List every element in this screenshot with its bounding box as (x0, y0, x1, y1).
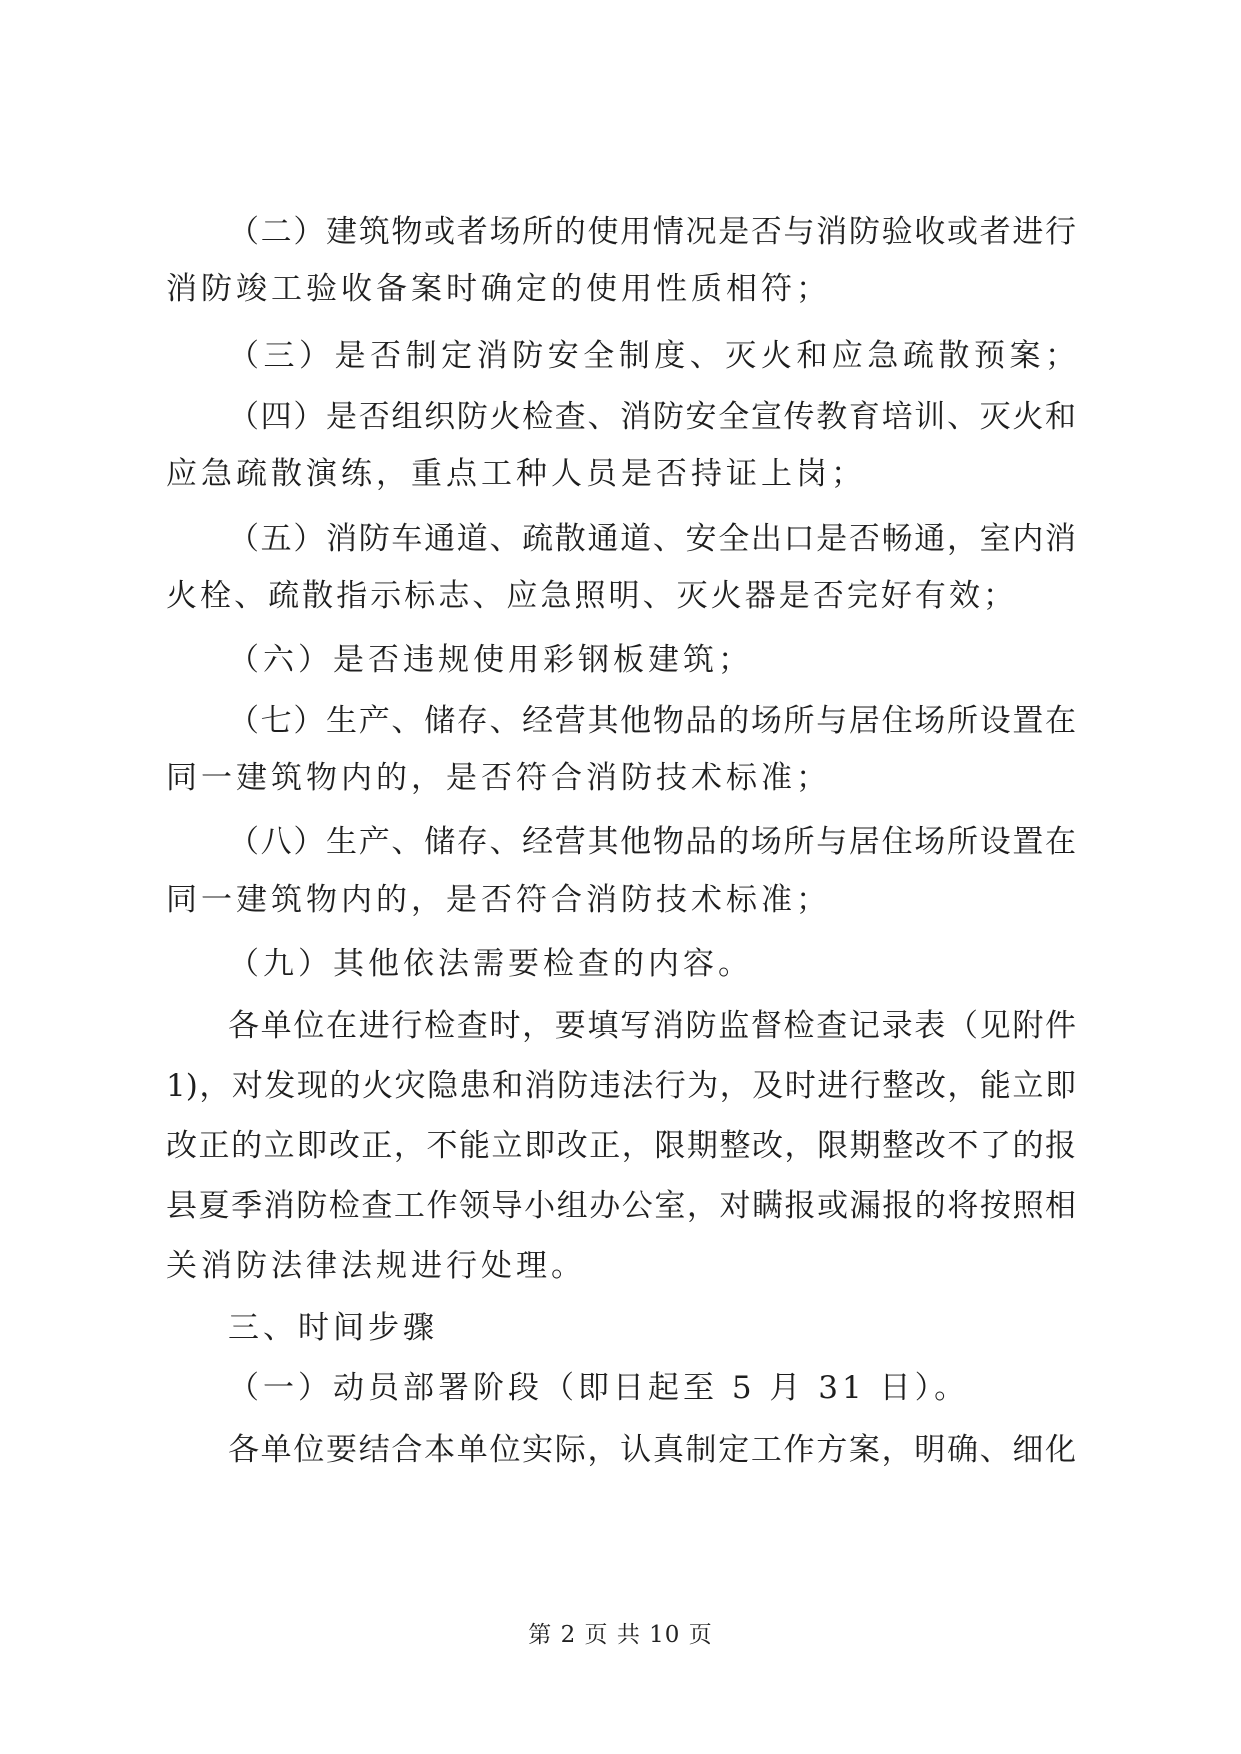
paragraph-line: 各单位要结合本单位实际，认真制定工作方案，明确、细化 (228, 1432, 1076, 1468)
paragraph-line: 改正的立即改正，不能立即改正，限期整改，限期整改不了的报 (166, 1128, 1076, 1164)
paragraph-line: 同一建筑物内的，是否符合消防技术标准； (166, 882, 831, 918)
paragraph-line: 1)，对发现的火灾隐患和消防违法行为，及时进行整改，能立即 (166, 1068, 1076, 1104)
paragraph-line: （二）建筑物或者场所的使用情况是否与消防验收或者进行 (228, 214, 1076, 250)
page-number-footer: 第 2 页 共 10 页 (528, 1622, 713, 1648)
paragraph-line: 县夏季消防检查工作领导小组办公室，对瞒报或漏报的将按照相 (166, 1188, 1076, 1224)
paragraph-line: 关消防法律法规进行处理。 (166, 1248, 586, 1284)
paragraph-line: 同一建筑物内的，是否符合消防技术标准； (166, 760, 831, 796)
subsection-heading: （一）动员部署阶段（即日起至 5 月 31 日）。 (228, 1370, 970, 1406)
paragraph-line: （九）其他依法需要检查的内容。 (228, 946, 753, 982)
paragraph-line: （四）是否组织防火检查、消防安全宣传教育培训、灭火和 (228, 399, 1076, 435)
paragraph-line: （五）消防车通道、疏散通道、安全出口是否畅通，室内消 (228, 521, 1076, 557)
paragraph-line: 消防竣工验收备案时确定的使用性质相符； (166, 271, 831, 307)
section-heading: 三、时间步骤 (228, 1310, 438, 1346)
paragraph-line: 各单位在进行检查时，要填写消防监督检查记录表（见附件 (228, 1008, 1076, 1044)
paragraph-line: 火栓、疏散指示标志、应急照明、灭火器是否完好有效； (166, 578, 1014, 614)
paragraph-line: （八）生产、储存、经营其他物品的场所与居住场所设置在 (228, 824, 1076, 860)
paragraph-line: （七）生产、储存、经营其他物品的场所与居住场所设置在 (228, 703, 1076, 739)
paragraph-line: （六）是否违规使用彩钢板建筑； (228, 642, 753, 678)
paragraph-line: （三）是否制定消防安全制度、灭火和应急疏散预案； (228, 338, 1076, 374)
paragraph-line: 应急疏散演练，重点工种人员是否持证上岗； (166, 456, 866, 492)
